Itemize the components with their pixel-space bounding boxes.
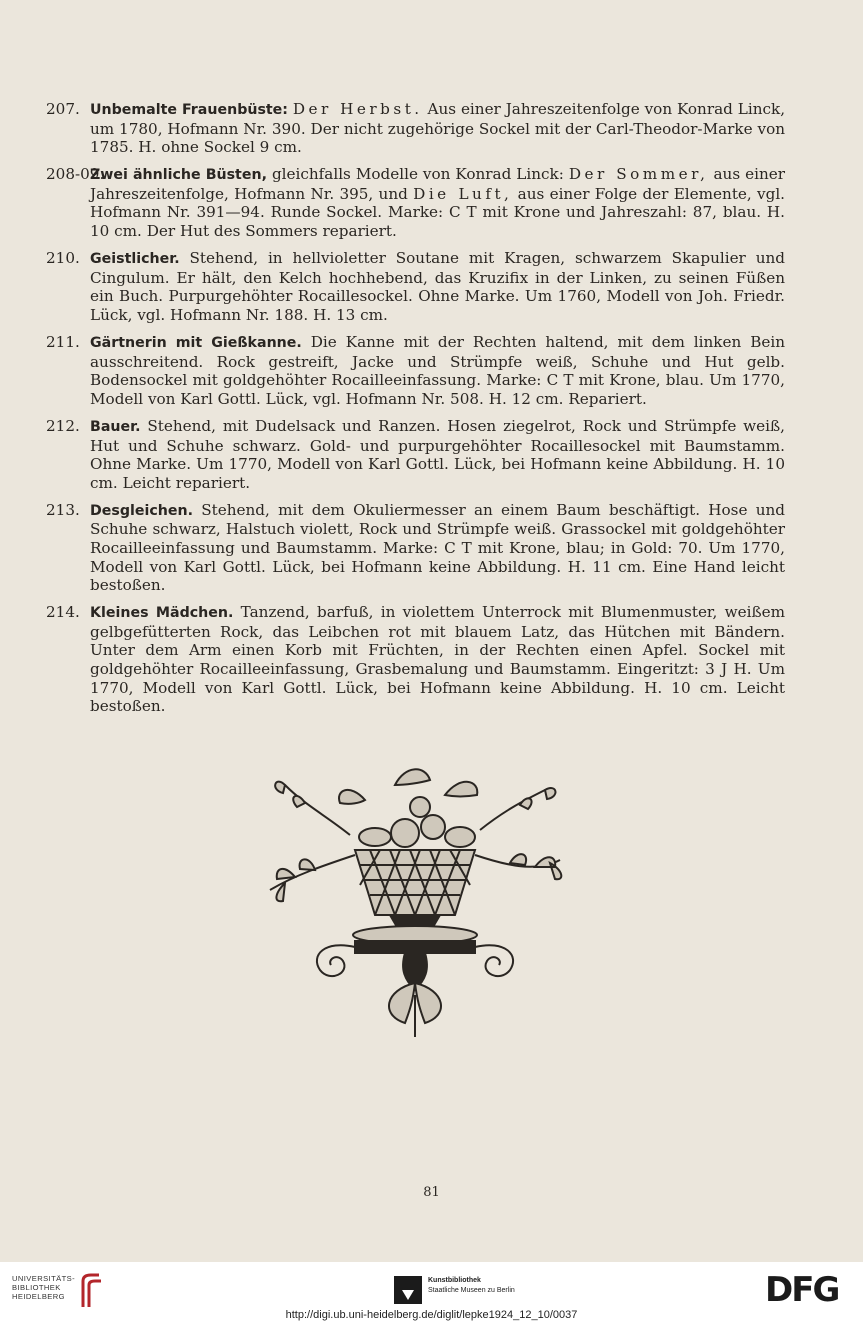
entry-text: Stehend, mit dem Okuliermesser an einem Baum beschäftigt. Hose und Schuhe schwarz, Halstuch violett, Rock und Strümpfe weiß. Grassockel mit goldgehöhter Rocailleeinfassung und Baumstamm. Marke: C T mit Krone, blau; in Gold: 70. Um 1770, Modell von Karl Gottl. Lück, bei Hofmann keine Abbildung. H. 11 cm. Eine Hand leicht bestoßen. [90, 500, 786, 595]
catalogue-entry [40, 417, 785, 492]
entry-number: 212. [46, 416, 80, 435]
entry-title: Desgleichen. [90, 502, 193, 519]
kunstbibliothek-name: Kunstbibliothek [428, 1277, 481, 1284]
catalogue-entry [40, 333, 785, 408]
entry-text: aus einer Jahreszeitenfolge, Hofmann Nr. 395, und [90, 165, 785, 203]
catalogue-entry [40, 100, 785, 157]
university-logo-line: BIBLIOTHEK [12, 1283, 61, 1292]
entry-number: 207. [46, 100, 80, 118]
university-emblem-icon [79, 1273, 103, 1309]
entry-text: Tanzend, barfuß, in violettem Unterrock mit Blumenmuster, weißem gelbgefütterten Rock, das Leibchen rot mit blauem Latz, das Hütchen mit Bändern. Unter dem Arm einen Korb mit Früchten, in der Rechten einen Apfel. Sockel mit goldgehöhter Rocailleeinfassung, Grasbemalung und Baumstamm. Eingeritzt: 3 J H. Um 1770, Modell von Karl Gottl. Lück, bei Hofmann keine Abbildung. H. 10 cm. Leicht bestoßen. [90, 603, 786, 716]
entry-number: 211. [46, 333, 80, 352]
entry-text: Stehend, in hellvioletter Soutane mit Kragen, schwarzem Skapulier und Cingulum. Er hält, den Kelch hochhebend, das Kruzifix in der Linken, zu seinen Füßen ein Buch. Purpurgehöhter Rocaillesockel. Ohne Marke. Um 1760, Modell von Joh. Friedr. Lück, vgl. Hofmann Nr. 188. H. 13 cm. [90, 249, 785, 324]
entry-number: 213. [46, 500, 80, 519]
entry-title: Geistlicher. [90, 251, 180, 268]
catalogue-entry [40, 249, 785, 324]
entry-title: Bauer. [90, 418, 141, 435]
entry-spaced-title: Der Sommer, [568, 165, 709, 184]
entry-title: Kleines Mädchen. [90, 605, 234, 622]
catalogue-entry [40, 501, 785, 595]
university-logo-line: UNIVERSITÄTS- [12, 1274, 76, 1283]
university-logo-line: HEIDELBERG [12, 1292, 65, 1301]
entry-number: 208-09. [46, 165, 105, 184]
entry-title: Zwei ähnliche Büsten, [90, 167, 267, 184]
digitization-footer [0, 1262, 863, 1325]
dfg-logo[interactable]: DFG [765, 1270, 839, 1310]
entry-text: gleichfalls Modelle von Konrad Linck: [271, 165, 564, 184]
entry-number: 214. [46, 603, 80, 622]
entry-text: Stehend, mit Dudelsack und Ranzen. Hosen ziegelrot, Rock und Strümpfe weiß, Hut und Schuhe schwarz. Gold- und purpurgehöhter Rocaillesockel mit Baumstamm. Ohne Marke. Um 1770, Modell von Karl Gottl. Lück, bei Hofmann keine Abbildung. H. 10 cm. Leicht repariert. [90, 416, 785, 492]
entry-text: Die Kanne mit der Rechten haltend, mit dem linken Bein ausschreitend. Rock gestreift, Jacke und Strümpfe weiß, Schuhe und Hut gelb. Bodensockel mit goldgehöhter Rocailleeinfassung. Marke: C T mit Krone, blau. Um 1770, Modell von Karl Gottl. Lück, vgl. Hofmann Nr. 508. H. 12 cm. Repariert. [90, 333, 786, 408]
catalogue-entries [40, 100, 785, 724]
permalink-url[interactable]: http://digi.ub.uni-heidelberg.de/diglit/lepke1924_12_10/0037 [285, 1309, 578, 1321]
kunstbibliothek-subtitle: Staatliche Museen zu Berlin [428, 1287, 515, 1294]
fruit-basket-ornament-icon [255, 755, 575, 1045]
page-number: 81 [423, 1185, 440, 1200]
kunstbibliothek-label [428, 1276, 515, 1296]
entry-number: 210. [46, 249, 80, 268]
entry-text: Aus einer Jahreszeitenfolge von Konrad Linck, um 1780, Hofmann Nr. 390. Der nicht zugehörige Sockel mit der Carl-Theodor-Marke von 1785. H. ohne Sockel 9 cm. [90, 100, 786, 157]
entry-title: Unbemalte Frauenbüste: [90, 102, 288, 118]
university-library-logo[interactable] [12, 1274, 75, 1301]
entry-spaced-title: Die Luft, [413, 184, 513, 203]
catalogue-entry [40, 603, 785, 716]
entry-text: aus einer Folge der Elemente, vgl. Hofmann Nr. 391—94. Runde Sockel. Marke: C T mit Krone und Jahreszahl: 87, blau. H. 10 cm. Der Hut des Sommers repariert. [90, 184, 786, 241]
entry-title: Gärtnerin mit Gießkanne. [90, 335, 302, 352]
kunstbibliothek-logo-icon[interactable] [394, 1276, 422, 1304]
catalogue-entry [40, 165, 785, 240]
entry-spaced-title: Der Herbst. [292, 100, 423, 118]
